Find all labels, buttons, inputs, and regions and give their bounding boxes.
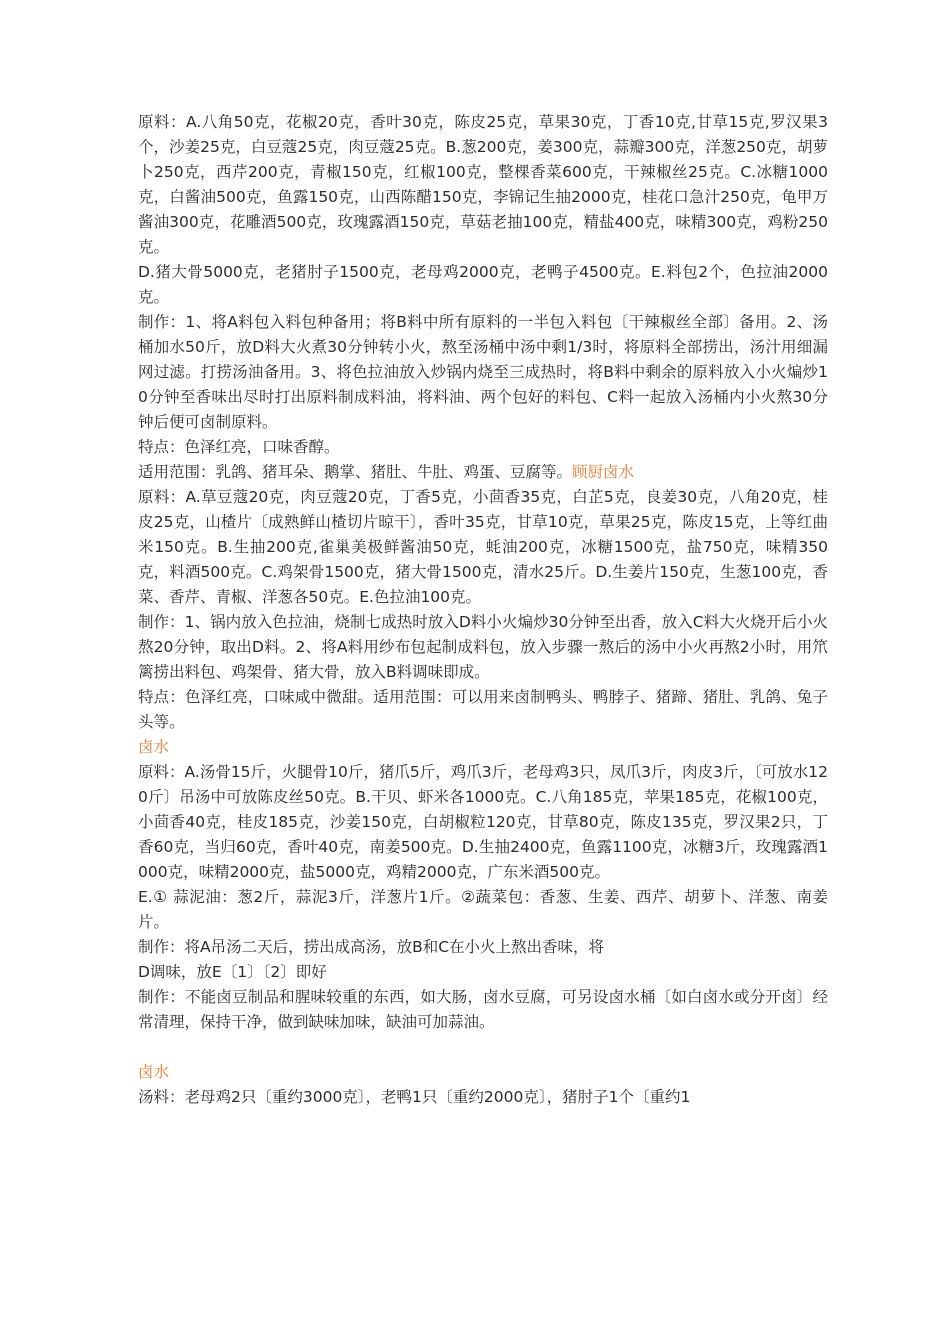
paragraph-method-3c: 制作：不能卤豆制品和腥味较重的东西，如大肠，卤水豆腐，可另设卤水桶〔如白卤水或分开卤〕经常清理，保持干净，做到缺味加味，缺油可加蒜油。 xyxy=(138,988,828,1031)
paragraph-ingredients-3: 原料：A.汤骨15斤，火腿骨10斤，猪爪5斤，鸡爪3斤，老母鸡3只，凤爪3斤，肉皮3斤，〔可放水120斤〕吊汤中可放陈皮丝50克。B.干贝、虾米各1000克。C.八角185克，苹果185克，花椒100克，小茴香40克，桂皮185克，沙姜150克，白胡椒粒120克，甘草80克，陈皮135克，罗汉果2只，丁香60克，当归60克，香叶40克，南姜500克。D.生抽2400克，鱼露1100克，冰糖3斤，玫瑰露酒1000克，味精2000克，盐5000克，鸡精2000克，广东米酒500克。 xyxy=(138,763,828,881)
paragraph-ingredients-3-e: E.① 蒜泥油：葱2斤，蒜泥3斤，洋葱片1斤。②蔬菜包：香葱、生姜、西芹、胡萝卜、洋葱、南姜片。 xyxy=(138,888,828,931)
paragraph-method-3a: 制作：将A吊汤二天后，捞出成高汤，放B和C在小火上熬出香味，将 xyxy=(138,938,605,956)
document-page xyxy=(138,110,828,1110)
paragraph-features-2: 特点：色泽红亮，口味咸中微甜。适用范围：可以用来卤制鸭头、鸭脖子、猪蹄、猪肚、乳鸽、兔子头等。 xyxy=(138,688,828,731)
paragraph-method-1: 制作：1、将A料包入料包种备用；将B料中所有原料的一半包入料包〔干辣椒丝全部〕备用。2、汤桶加水50斤，放D料大火煮30分钟转小火，熬至汤桶中汤中剩1/3时，将原料全部捞出，汤汁用细漏网过滤。打捞汤油备用。3、将色拉油放入炒锅内烧至三成热时，将B料中剩余的原料放入小火煸炒10分钟至香味出尽时打出原料制成料油，将料油、两个包好的料包、C料一起放入汤桶内小火熬30分钟后便可卤制原料。 xyxy=(138,313,828,431)
paragraph-ingredients-1-d: D.猪大骨5000克，老猪肘子1500克，老母鸡2000克，老鸭子4500克。E.料包2个，色拉油2000克。 xyxy=(138,263,828,306)
paragraph-features-1: 特点：色泽红亮，口味香醇。 xyxy=(138,438,340,456)
paragraph-method-3b: D调味，放E〔1〕〔2〕即好 xyxy=(138,963,327,981)
paragraph-scope-1 xyxy=(138,460,828,485)
blank-line xyxy=(138,1035,828,1060)
heading-lu-shui-1: 卤水 xyxy=(138,738,170,756)
scope-text: 适用范围：乳鸽、猪耳朵、鹅掌、猪肚、牛肚、鸡蛋、豆腐等。 xyxy=(138,463,573,481)
paragraph-ingredients-2: 原料：A.草豆蔻20克，肉豆蔻20克，丁香5克，小茴香35克，白芷5克，良姜30克，八角20克，桂皮25克，山楂片〔成熟鲜山楂切片晾干〕，香叶35克，甘草10克，草果25克，陈皮15克，上等红曲米150克。B.生抽200克,雀巢美极鲜酱油50克，蚝油200克，冰糖1500克，盐750克，味精350克，料酒500克。C.鸡架骨1500克，猪大骨1500克，清水25斤。D.生姜片150克，生葱100克，香菜、香芹、青椒、洋葱各50克。E.色拉油100克。 xyxy=(138,488,828,606)
heading-lu-shui-2: 卤水 xyxy=(138,1063,170,1081)
paragraph-method-2: 制作：1、锅内放入色拉油，烧制七成热时放入D料小火煸炒30分钟至出香，放入C料大火烧开后小火熬20分钟，取出D料。2、将A料用纱布包起制成料包，放入步骤一熬后的汤中小火再熬2小时，用笊篱捞出料包、鸡架骨、猪大骨，放入B料调味即成。 xyxy=(138,613,828,681)
paragraph-soup-ingredients: 汤料：老母鸡2只〔重约3000克〕，老鸭1只〔重约2000克〕，猪肘子1个〔重约1 xyxy=(138,1088,691,1106)
paragraph-ingredients-1: 原料：A.八角50克，花椒20克，香叶30克，陈皮25克，草果30克，丁香10克,甘草15克,罗汉果3个，沙姜25克，白豆蔻25克，肉豆蔻25克。B.葱200克，姜300克，蒜瓣300克，洋葱250克，胡萝卜250克，西芹200克，青椒150克，红椒100克，整棵香菜600克，干辣椒丝25克。C.冰糖1000克，白酱油500克，鱼露150克，山西陈醋150克，李锦记生抽2000克，桂花口急汁250克，龟甲万酱油300克，花雕酒500克，玫瑰露酒150克，草菇老抽100克，精盐400克，味精300克，鸡粉250克。 xyxy=(138,113,828,256)
heading-gu-chu-lu-shui: 顾厨卤水 xyxy=(572,463,635,481)
